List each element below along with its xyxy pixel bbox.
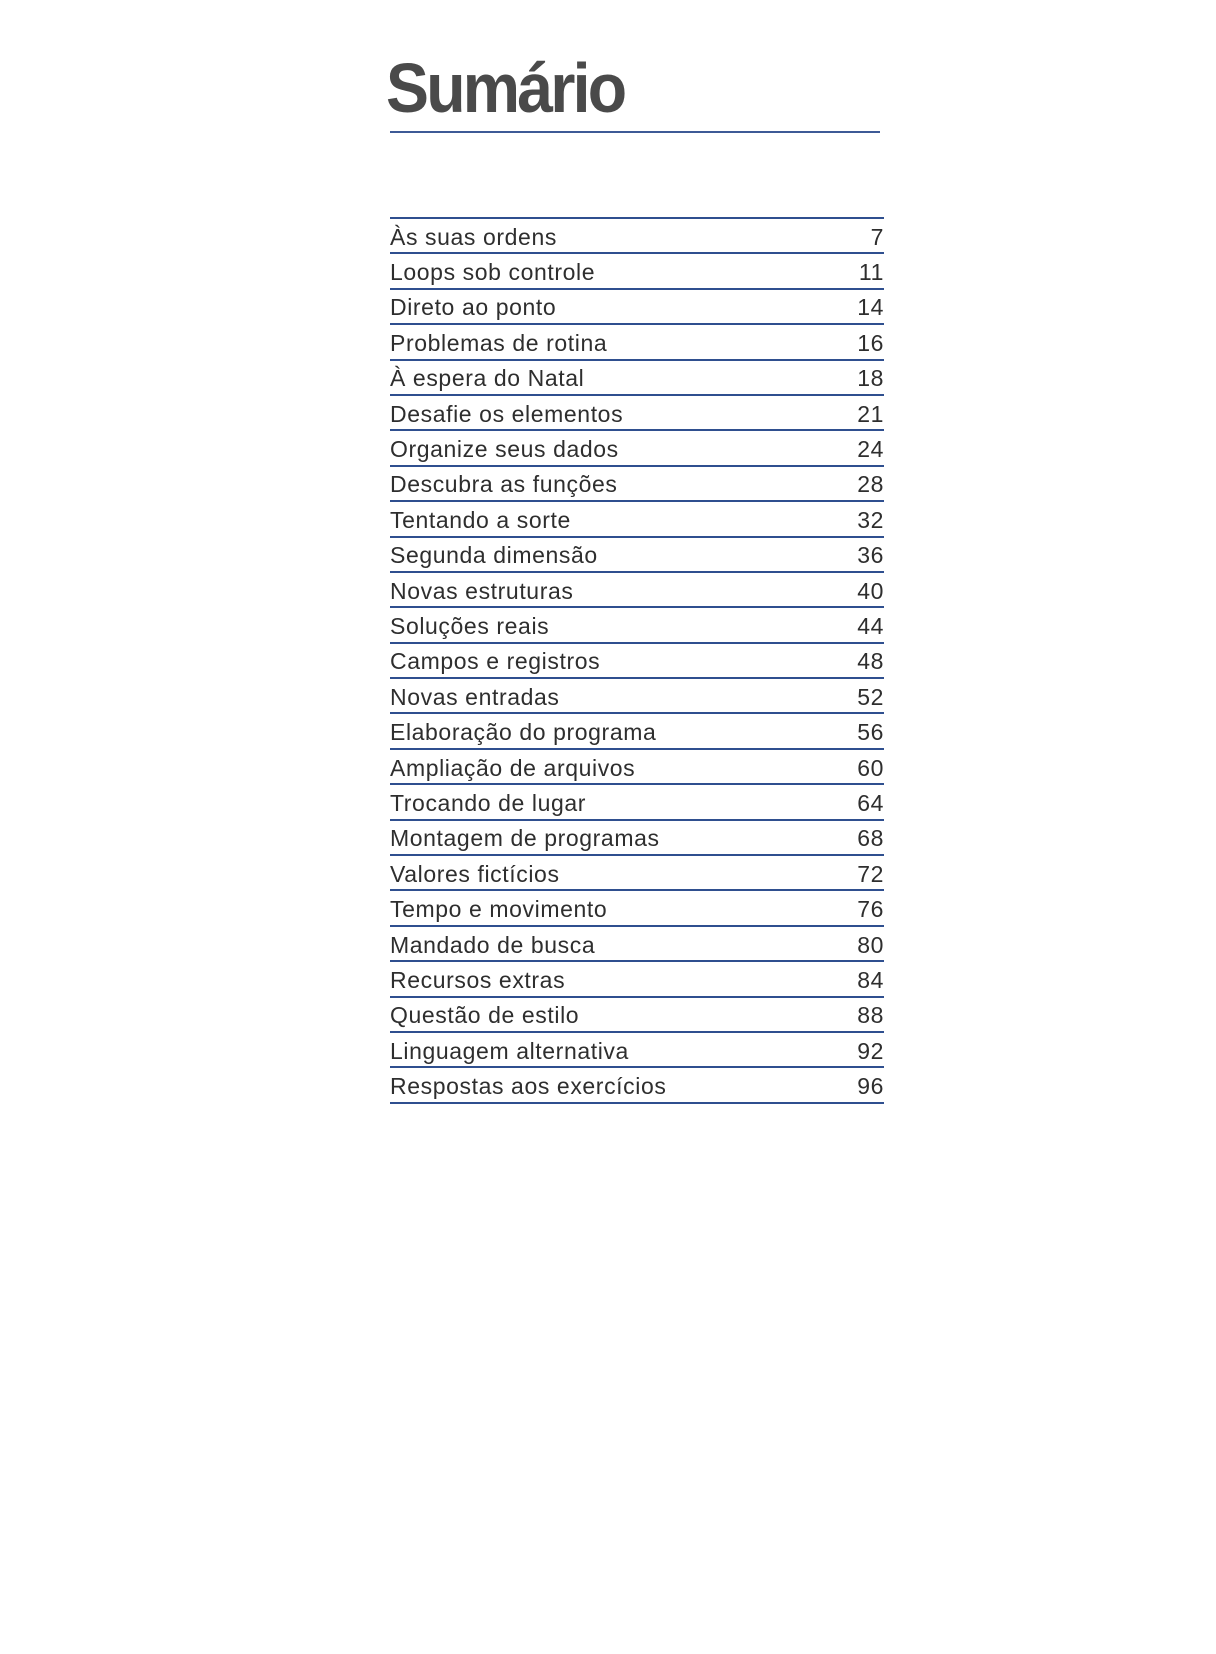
toc-entry-title: Desafie os elementos bbox=[390, 400, 624, 427]
toc-entry-page-number: 84 bbox=[857, 966, 884, 993]
toc-entry bbox=[390, 962, 884, 997]
toc-entry-page-number: 24 bbox=[857, 436, 884, 463]
toc-entry-page-number: 44 bbox=[857, 612, 884, 639]
toc-entry-page-number: 56 bbox=[857, 719, 884, 746]
toc-entry-page-number: 11 bbox=[858, 259, 884, 286]
toc-entry bbox=[390, 891, 884, 926]
toc-entry-title: Valores fictícios bbox=[390, 860, 560, 887]
toc-entry-title: Elaboração do programa bbox=[390, 719, 657, 746]
toc-entry-title: Questão de estilo bbox=[390, 1002, 580, 1029]
title-divider bbox=[390, 131, 880, 133]
toc-entry-page-number: 88 bbox=[857, 1002, 884, 1029]
toc-entry bbox=[390, 573, 884, 608]
toc-entry-title: Tentando a sorte bbox=[390, 506, 571, 533]
toc-entry-title: Montagem de programas bbox=[390, 825, 660, 852]
toc-entry bbox=[390, 927, 884, 962]
toc-entry-title: Soluções reais bbox=[390, 612, 550, 639]
toc-entry-page-number: 68 bbox=[857, 825, 884, 852]
toc-entry bbox=[390, 538, 884, 573]
toc-entry bbox=[390, 821, 884, 856]
toc-entry-page-number: 36 bbox=[857, 542, 884, 569]
toc-entry-title: Organize seus dados bbox=[390, 436, 619, 463]
toc-entry-title: Ampliação de arquivos bbox=[390, 754, 636, 781]
toc-entry-title: Direto ao ponto bbox=[390, 294, 557, 321]
toc-entry-title: Mandado de busca bbox=[390, 931, 596, 958]
toc-entry-page-number: 40 bbox=[857, 577, 884, 604]
toc-entry bbox=[390, 502, 884, 537]
toc-entry bbox=[390, 679, 884, 714]
toc-entry-page-number: 21 bbox=[857, 400, 884, 427]
toc-entry bbox=[390, 998, 884, 1033]
toc-entry bbox=[390, 396, 884, 431]
table-of-contents bbox=[390, 217, 884, 1104]
toc-entry-page-number: 18 bbox=[857, 365, 884, 392]
toc-entry-page-number: 96 bbox=[857, 1073, 884, 1100]
page-title: Sumário bbox=[386, 49, 625, 127]
toc-entry-title: Novas entradas bbox=[390, 683, 560, 710]
toc-entry-title: À espera do Natal bbox=[390, 365, 585, 392]
toc-entry bbox=[390, 1068, 884, 1103]
toc-entry-page-number: 52 bbox=[857, 683, 884, 710]
toc-entry-title: Descubra as funções bbox=[390, 471, 618, 498]
toc-entry-title: Recursos extras bbox=[390, 966, 566, 993]
toc-entry-title: Novas estruturas bbox=[390, 577, 574, 604]
toc-entry bbox=[390, 431, 884, 466]
toc-entry-title: Respostas aos exercícios bbox=[390, 1073, 667, 1100]
toc-entry-title: Às suas ordens bbox=[390, 223, 557, 250]
toc-entry bbox=[390, 361, 884, 396]
toc-entry-page-number: 76 bbox=[857, 896, 884, 923]
toc-entry-page-number: 48 bbox=[857, 648, 884, 675]
toc-entry-page-number: 16 bbox=[857, 329, 884, 356]
toc-entry-page-number: 60 bbox=[857, 754, 884, 781]
toc-entry bbox=[390, 1033, 884, 1068]
toc-entry-page-number: 72 bbox=[857, 860, 884, 887]
toc-entry bbox=[390, 856, 884, 891]
toc-entry bbox=[390, 219, 884, 254]
toc-entry bbox=[390, 254, 884, 289]
toc-entry-page-number: 7 bbox=[870, 223, 884, 250]
toc-entry bbox=[390, 290, 884, 325]
toc-entry-title: Segunda dimensão bbox=[390, 542, 598, 569]
toc-entry-title: Campos e registros bbox=[390, 648, 601, 675]
toc-entry bbox=[390, 750, 884, 785]
toc-entry-page-number: 64 bbox=[857, 789, 884, 816]
toc-entry-title: Linguagem alternativa bbox=[390, 1037, 629, 1064]
toc-entry-page-number: 80 bbox=[857, 931, 884, 958]
toc-entry-page-number: 32 bbox=[857, 506, 884, 533]
toc-entry-title: Loops sob controle bbox=[390, 259, 596, 286]
toc-entry bbox=[390, 644, 884, 679]
toc-entry bbox=[390, 325, 884, 360]
toc-entry bbox=[390, 608, 884, 643]
toc-entry-page-number: 92 bbox=[857, 1037, 884, 1064]
toc-entry-title: Problemas de rotina bbox=[390, 329, 608, 356]
toc-entry-page-number: 28 bbox=[857, 471, 884, 498]
toc-entry-title: Tempo e movimento bbox=[390, 896, 608, 923]
toc-entry-page-number: 14 bbox=[857, 294, 884, 321]
toc-entry-title: Trocando de lugar bbox=[390, 789, 587, 816]
toc-entry bbox=[390, 785, 884, 820]
toc-entry bbox=[390, 467, 884, 502]
toc-entry bbox=[390, 714, 884, 749]
